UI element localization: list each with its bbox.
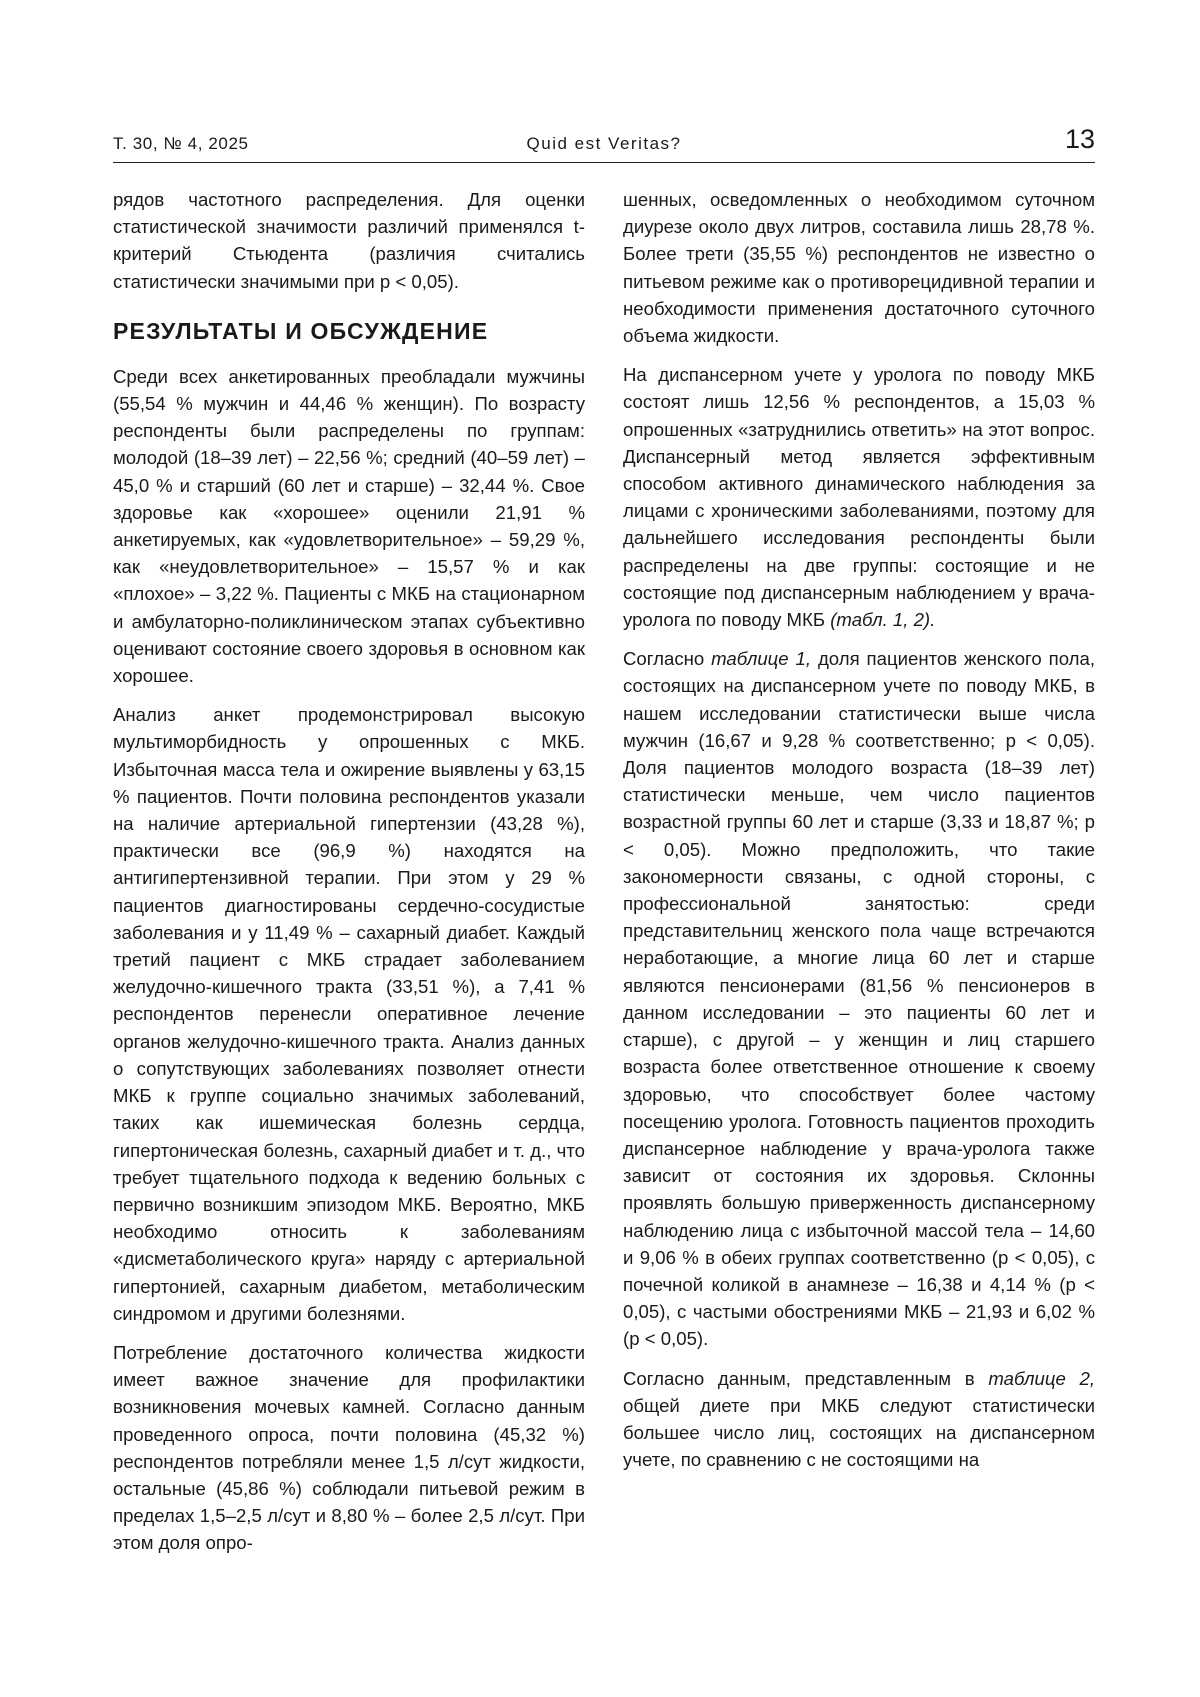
paragraph — [623, 361, 1095, 633]
paragraph-text: общей диете при МКБ следуют статистически большее число лиц, состоящих на диспансерном учете, по сравнению с не состоящими на — [623, 1394, 1095, 1471]
left-column — [113, 186, 585, 1569]
table-reference: таблице 1, — [711, 648, 812, 670]
paragraph: Анализ анкет продемонстрировал высокую мультиморбидность у опрошенных с МКБ. Избыточная масса тела и ожирение выявлены у 63,15 % пациентов. Почти половина респондентов указали на наличие артериальной гипертензии (43,28 %), практически все (96,9 %) находятся на антигипертензивной терапии. При этом у 29 % пациентов диагностированы сердечно-сосудистые заболевания и у 11,49 % – сахарный диабет. Каждый третий пациент с МКБ страдает заболеванием желудочно-кишечного тракта (33,51 %), а 7,41 % респондентов перенесли оперативное лечение органов желудочно-кишечного тракта. Анализ данных о сопутствующих заболеваниях позволяет отнести МКБ к группе социально значимых заболеваний, таких как ишемическая болезнь сердца, гипертоническая болезнь, сахарный диабет и т. д., что требует тщательного подхода к ведению больных с первично возникшим эпизодом МКБ. Вероятно, МКБ необходимо относить к заболеваниям «дисметаболического круга» наряду с артериальной гипертонией, сахарным диабетом, метаболическим синдромом и другими болезнями. — [113, 704, 585, 1324]
paragraph-continued: рядов частотного распределения. Для оценки статистической значимости различий применялся t-критерий Стьюдента (различия считались статистически значимыми при p < 0,05). — [113, 189, 585, 292]
table-reference: таблице 2, — [988, 1367, 1095, 1389]
paragraph: Потребление достаточного количества жидкости имеет важное значение для профилактики возникновения мочевых камней. Согласно данным проведенного опроса, почти половина (45,32 %) респондентов потребляли менее 1,5 л/сут жидкости, остальные (45,86 %) соблюдали питьевой режим в пределах 1,5–2,5 л/сут и 8,80 % – более 2,5 л/сут. При этом доля опро- — [113, 1341, 585, 1554]
journal-title: Quid est Veritas? — [526, 134, 682, 153]
paragraph-text: доля пациентов женского пола, состоящих на диспансерном учете по поводу МКБ, в нашем исследовании статистически выше числа мужчин (16,67 и 9,28 % соответственно; p < 0,05). Доля пациентов молодого возраста (18–39 лет) статистически меньше, чем число пациентов возрастной группы 60 лет и старше (3,33 и 18,87 %; p < 0,05). Можно предположить, что такие закономерности связаны, с одной стороны, с профессиональной занятостью: среди представительниц женского пола чаще встречаются неработающие, а многие лица 60 лет и старше являются пенсионерами (81,56 % пенсионеров в данном исследовании – это пациенты 60 лет и старше), с другой – у женщин и лиц старшего возраста более ответственное отношение к своему здоровью, что способствует более частому посещению уролога. Готовность пациентов проходить диспансерное наблюдение у врача-уролога также зависит от состояния их здоровья. Склонны проявлять большую приверженность диспансерному наблюдению лица с избыточной массой тела – 14,60 и 9,06 % в обеих группах соответственно (p < 0,05), с почечной коликой в анамнезе – 16,38 и 4,14 % (p < 0,05), с частыми обострениями МКБ – 21,93 и 6,02 % (p < 0,05). — [623, 648, 1095, 1350]
section-heading: РЕЗУЛЬТАТЫ И ОБСУЖДЕНИЕ — [113, 317, 489, 344]
paragraph-text: Согласно данным, представленным в — [623, 1367, 975, 1389]
paragraph — [623, 1365, 1095, 1474]
paragraph-text: На диспансерном учете у уролога по поводу МКБ состоят лишь 12,56 % респондентов, а 15,03 % опрошенных «затруднились ответить» на этот вопрос. Диспансерный метод является эффективным способом активного динамического наблюдения за лицами с хроническими заболеваниями, поэтому для дальнейшего исследования респонденты были распределены на две группы: состоящие и не состоящие под диспансерным наблюдением у врача-уролога по поводу МКБ — [623, 364, 1095, 631]
paragraph-continued: шенных, осведомленных о необходимом суточном диурезе около двух литров, составила лишь 28,78 %. Более трети (35,55 %) респондентов не известно о питьевом режиме как о противорецидивной терапии и необходимости применения достаточного суточного объема жидкости. — [623, 189, 1095, 347]
table-reference: (табл. 1, 2). — [830, 609, 936, 631]
paragraph: Среди всех анкетированных преобладали мужчины (55,54 % мужчин и 44,46 % женщин). По возрасту респонденты были распределены по группам: молодой (18–39 лет) – 22,56 %; средний (40–59 лет) – 45,0 % и старший (60 лет и старше) – 32,44 %. Свое здоровье как «хорошее» оценили 21,91 % анкетируемых, как «удовлетворительное» – 59,29 %, как «неудовлетворительное» – 15,57 % и как «плохое» – 3,22 %. Пациенты с МКБ на стационарном и амбулаторно-поликлиническом этапах субъективно оценивают состояние своего здоровья в основном как хорошее. — [113, 365, 585, 687]
paragraph — [623, 645, 1095, 1352]
running-header — [113, 122, 1095, 163]
page-number: 13 — [1064, 124, 1095, 154]
issue-info: Т. 30, № 4, 2025 — [113, 134, 249, 153]
paragraph-text: Согласно — [623, 648, 705, 670]
right-column — [623, 186, 1095, 1485]
